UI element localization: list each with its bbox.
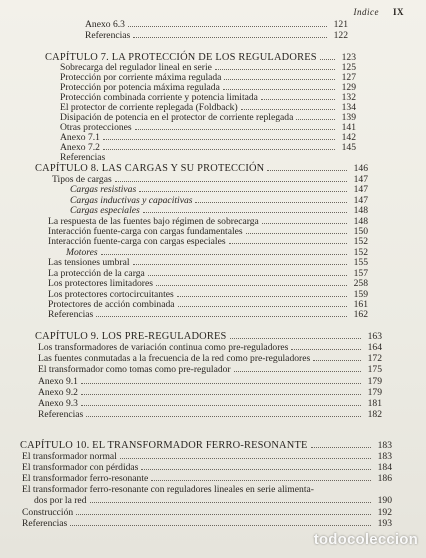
toc-entry [48, 257, 368, 268]
page-number: 148 [353, 216, 368, 227]
toc-entry [22, 484, 392, 495]
leader-dots [96, 316, 347, 317]
entry-label: Referencias [85, 30, 131, 41]
entry-label: Protectores de acción combinada [48, 299, 175, 310]
entry-label: Los protectores cortocircuitantes [48, 289, 174, 300]
entry-label: El transformador normal [22, 451, 117, 462]
page-number: 147 [353, 174, 368, 185]
toc-entry [38, 342, 382, 353]
chapter-title: CAPÍTULO 8. LAS CARGAS Y SU PROTECCIÓN [35, 163, 265, 174]
page-number: 134 [341, 102, 356, 113]
page-number: 183 [377, 451, 392, 462]
page-number: 141 [341, 122, 356, 133]
leader-dots [262, 223, 347, 224]
leader-dots [296, 119, 335, 120]
leader-dots [86, 416, 361, 417]
entry-label: La protección de la carga [48, 268, 145, 279]
page-number: 148 [353, 205, 368, 216]
leader-dots [291, 349, 361, 350]
leader-dots [115, 181, 347, 182]
page-number: 175 [367, 364, 382, 375]
toc-entry [22, 518, 392, 529]
toc-entry [38, 376, 382, 387]
header-label: Indice [353, 7, 379, 17]
toc-entry [38, 387, 382, 398]
toc-entry [38, 409, 382, 420]
entry-label: Anexo 9.2 [38, 387, 78, 398]
leader-dots [81, 394, 361, 395]
entry-label: El protector de corriente replegada (Foldback) [60, 102, 238, 113]
leader-dots [311, 447, 371, 448]
chapter-title: CAPÍTULO 9. LOS PRE-REGULADORES [35, 331, 227, 342]
leader-dots [177, 296, 347, 297]
toc-entry [34, 495, 392, 506]
entry-label: El transformador como tomas como pre-regulador [38, 364, 231, 375]
entry-label: Sobrecarga del regulador lineal en serie [60, 62, 212, 73]
page-number: 184 [377, 462, 392, 473]
entry-label: Referencias [60, 152, 106, 163]
entry-label: Protección combinada corriente y potencia limitada [60, 92, 258, 103]
page-number: 193 [377, 518, 392, 529]
page-number: 127 [341, 72, 356, 83]
toc-entry [38, 398, 382, 409]
leader-dots [313, 360, 361, 361]
entry-label: Anexo 9.3 [38, 398, 78, 409]
page-number: 152 [353, 247, 368, 258]
leader-dots [151, 480, 371, 481]
toc-entry [22, 462, 392, 473]
entry-label: Los transformadores de variación continua como pre-reguladores [38, 342, 289, 353]
page-number: 150 [353, 226, 368, 237]
entry-label: Los protectores limitadores [48, 278, 153, 289]
page-number: 142 [341, 132, 356, 143]
page-number: 132 [341, 92, 356, 103]
page-number: 192 [377, 507, 392, 518]
page-number: 179 [367, 376, 382, 387]
toc-entry [22, 507, 392, 518]
leader-dots [224, 79, 335, 80]
entry-label: Otras protecciones [60, 122, 132, 133]
page-number: 258 [353, 278, 368, 289]
entry-label: Referencias [38, 409, 84, 420]
entry-label: Construcción [22, 507, 74, 518]
entry-label: Interacción fuente-carga con cargas fundamentales [48, 226, 243, 237]
leader-dots [229, 243, 347, 244]
leader-dots [178, 306, 347, 307]
toc-entry [70, 205, 368, 216]
leader-dots [128, 26, 327, 27]
leader-dots [76, 514, 371, 515]
toc-entry [85, 30, 348, 41]
leader-dots [223, 89, 335, 90]
leader-dots [246, 233, 347, 234]
leader-dots [120, 458, 371, 459]
toc-entry [38, 353, 382, 364]
leader-dots [90, 502, 372, 503]
entry-label: Anexo 9.1 [38, 376, 78, 387]
entry-label: dos por la red [34, 495, 87, 506]
page-number: 125 [341, 62, 356, 73]
leader-dots [103, 139, 335, 140]
page-number: 183 [377, 440, 392, 451]
toc-entry [70, 184, 368, 195]
leader-dots [101, 254, 347, 255]
leader-dots [234, 371, 361, 372]
entry-label: Referencias [22, 518, 68, 529]
page-number: 157 [353, 268, 368, 279]
entry-label: Referencias [48, 309, 94, 320]
page-number: 179 [367, 387, 382, 398]
toc-entry [60, 152, 356, 163]
page-number: 147 [353, 195, 368, 206]
leader-dots [215, 69, 335, 70]
page-number: 161 [353, 299, 368, 310]
page-number: 147 [353, 184, 368, 195]
page-number: 163 [367, 331, 382, 342]
entry-label: Disipación de potencia en el protector de corriente replegada [60, 112, 294, 123]
page-number: 129 [341, 82, 356, 93]
leader-dots [230, 338, 361, 339]
page-number: 122 [333, 30, 348, 41]
leader-dots [135, 129, 335, 130]
leader-dots [81, 383, 361, 384]
entry-label: La respuesta de las fuentes bajo régimen de sobrecarga [48, 216, 259, 227]
entry-label: Motores [66, 247, 98, 258]
header-page-number: IX [392, 7, 404, 17]
page-number: 145 [341, 142, 356, 153]
entry-label: Cargas inductivas y capacitivas [70, 195, 193, 206]
leader-dots [139, 191, 347, 192]
chapter-heading [35, 163, 368, 174]
leader-dots [261, 99, 335, 100]
chapter-heading [20, 440, 392, 451]
chapter-heading [35, 331, 382, 342]
entry-label: Las fuentes conmutadas a la frecuencia de la red como pre-reguladores [38, 353, 311, 364]
leader-dots [241, 109, 335, 110]
watermark: todocoleccion [313, 531, 418, 548]
page-number: 172 [367, 353, 382, 364]
toc-entry [85, 19, 348, 30]
leader-dots [195, 202, 347, 203]
page-number: 164 [367, 342, 382, 353]
entry-label: Protección por potencia máxima regulada [60, 82, 220, 93]
entry-label: El transformador ferro-resonante con reguladores lineales en serie alimenta- [22, 484, 314, 495]
entry-label: Interacción fuente-carga con cargas especiales [48, 236, 226, 247]
entry-label: Anexo 7.2 [60, 142, 100, 153]
page-number: 190 [377, 495, 392, 506]
page-number: 123 [341, 52, 356, 63]
toc-entry [48, 236, 368, 247]
page-number: 139 [341, 112, 356, 123]
page-number: 159 [353, 289, 368, 300]
leader-dots [141, 469, 371, 470]
page-number: 181 [367, 398, 382, 409]
leader-dots [156, 285, 347, 286]
leader-dots [267, 170, 347, 171]
page-number: 155 [353, 257, 368, 268]
toc-entry [48, 309, 368, 320]
entry-label: Protección por corriente máxima regulada [60, 72, 222, 83]
entry-label: Anexo 7.1 [60, 132, 100, 143]
entry-label: Cargas especiales [70, 205, 140, 216]
entry-label: Las tensiones umbral [48, 257, 130, 268]
entry-label: El transformador con pérdidas [22, 462, 139, 473]
page-number: 186 [377, 473, 392, 484]
entry-label: El transformador ferro-resonante [22, 473, 149, 484]
page-number: 146 [353, 163, 368, 174]
toc-entry [48, 278, 368, 289]
page-number: 152 [353, 236, 368, 247]
leader-dots [143, 212, 347, 213]
leader-dots [133, 264, 347, 265]
leader-dots [103, 149, 335, 150]
toc-entry [38, 364, 382, 375]
leader-dots [81, 405, 361, 406]
entry-label: Anexo 6.3 [85, 19, 125, 30]
page-header [353, 7, 404, 17]
leader-dots [133, 37, 327, 38]
page-number: 182 [367, 409, 382, 420]
leader-dots [148, 275, 347, 276]
page-number: 121 [333, 19, 348, 30]
toc-entry [22, 451, 392, 462]
leader-dots [320, 59, 335, 60]
chapter-title: CAPÍTULO 10. EL TRANSFORMADOR FERRO-RESONANTE [20, 440, 308, 451]
entry-label: Tipos de cargas [52, 174, 112, 185]
page-number: 162 [353, 309, 368, 320]
toc-entry [22, 473, 392, 484]
entry-label: Cargas resistivas [70, 184, 137, 195]
chapter-title: CAPÍTULO 7. LA PROTECCIÓN DE LOS REGULADORES [45, 52, 317, 63]
leader-dots [70, 525, 371, 526]
